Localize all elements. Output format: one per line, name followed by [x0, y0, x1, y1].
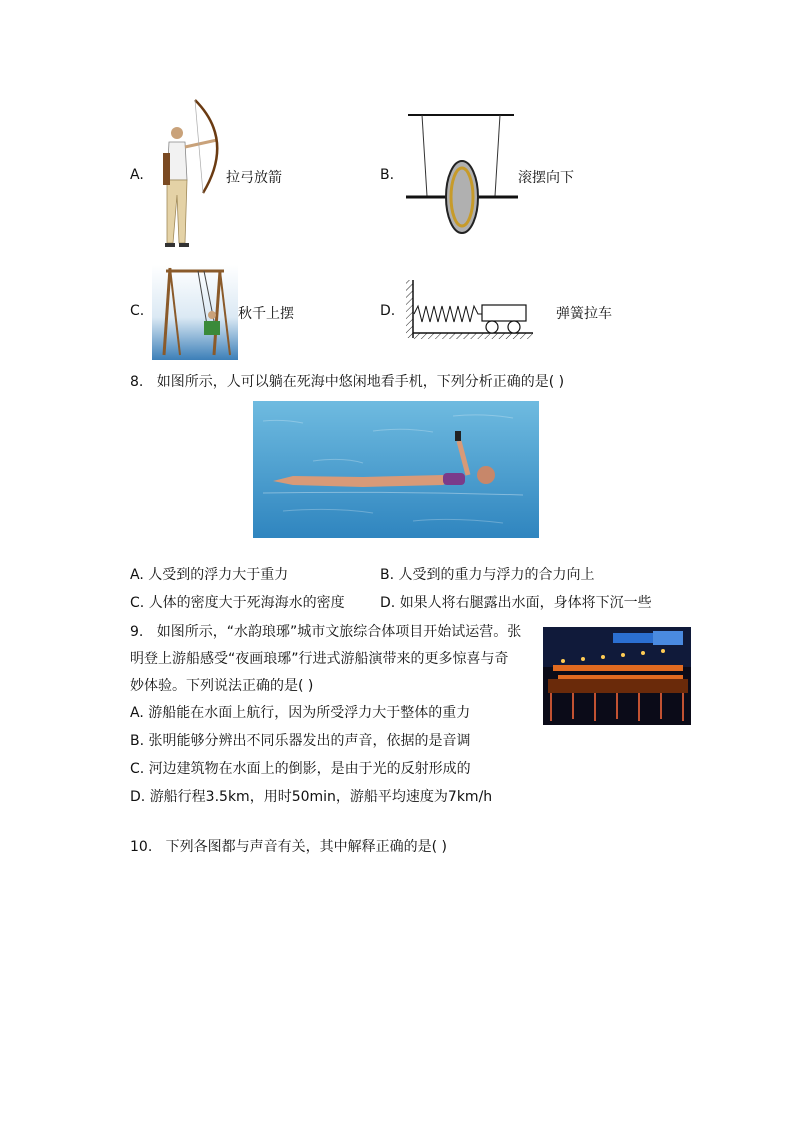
- option-letter: D.: [130, 789, 146, 805]
- option-letter: C.: [130, 595, 145, 611]
- question-text: 如图所示，人可以躺在死海中悠闲地看手机，下列分析正确的是( ): [156, 374, 565, 390]
- question-9-option-d: [130, 787, 492, 807]
- question-number: 10.: [130, 839, 153, 855]
- dead-sea-photo: [253, 401, 539, 538]
- option-letter: D.: [380, 595, 396, 611]
- option-letter: C.: [130, 761, 145, 777]
- question-9-stem-line-3: 妙体验。下列说法正确的是( ): [130, 678, 314, 694]
- question-9-stem-line-2: 明登上游船感受“夜画琅琊”行进式游船演带来的更多惊喜与奇: [130, 651, 509, 667]
- question-9-option-b: [130, 731, 471, 751]
- question-9-stem-line-1: [130, 622, 521, 642]
- question-9-option-c: [130, 759, 471, 779]
- option-caption: 秋千上摆: [238, 306, 294, 322]
- option-letter: C.: [130, 303, 145, 319]
- option-text: 人受到的重力与浮力的合力向上: [398, 567, 595, 583]
- option-text: 游船行程3.5km，用时50min，游船平均速度为7km/h: [149, 789, 493, 805]
- question-number: 8.: [130, 374, 144, 390]
- question-text: 下列各图都与声音有关，其中解释正确的是( ): [165, 839, 447, 855]
- q7-option-c: [130, 265, 310, 365]
- question-8-option-d: [380, 593, 652, 613]
- option-text: 如果人将右腿露出水面，身体将下沉一些: [399, 595, 652, 611]
- swing-figure: [152, 265, 238, 360]
- option-text: 人受到的浮力大于重力: [148, 567, 289, 583]
- q7-option-d: [380, 278, 620, 348]
- question-number: 9.: [130, 624, 144, 640]
- question-8-option-a: [130, 565, 288, 585]
- question-8-option-b: [380, 565, 595, 585]
- option-caption: 滚摆向下: [518, 170, 574, 186]
- night-boat-photo: [543, 627, 691, 725]
- option-letter: B.: [380, 167, 395, 183]
- option-text: 河边建筑物在水面上的倒影，是由于光的反射形成的: [148, 761, 471, 777]
- option-caption: 弹簧拉车: [556, 306, 612, 322]
- option-letter: A.: [130, 167, 144, 183]
- q7-option-a: [130, 95, 310, 255]
- option-letter: D.: [380, 303, 396, 319]
- question-9-option-a: [130, 703, 470, 723]
- question-8-stem: [130, 372, 564, 392]
- question-10-stem: [130, 837, 447, 857]
- question-text: 如图所示，“水韵琅琊”城市文旅综合体项目开始试运营。张: [156, 624, 522, 640]
- option-caption: 拉弓放箭: [226, 170, 282, 186]
- option-letter: B.: [130, 733, 145, 749]
- option-letter: A.: [130, 567, 144, 583]
- option-text: 人体的密度大于死海海水的密度: [148, 595, 345, 611]
- option-letter: A.: [130, 705, 144, 721]
- archer-figure: [155, 95, 230, 250]
- q7-option-b: [380, 108, 580, 248]
- option-text: 张明能够分辨出不同乐器发出的声音，依据的是音调: [148, 733, 471, 749]
- option-text: 游船能在水面上航行，因为所受浮力大于整体的重力: [148, 705, 471, 721]
- option-letter: B.: [380, 567, 395, 583]
- question-8-option-c: [130, 593, 345, 613]
- spring-cart-figure: [404, 278, 534, 344]
- pendulum-wheel-figure: [402, 108, 522, 238]
